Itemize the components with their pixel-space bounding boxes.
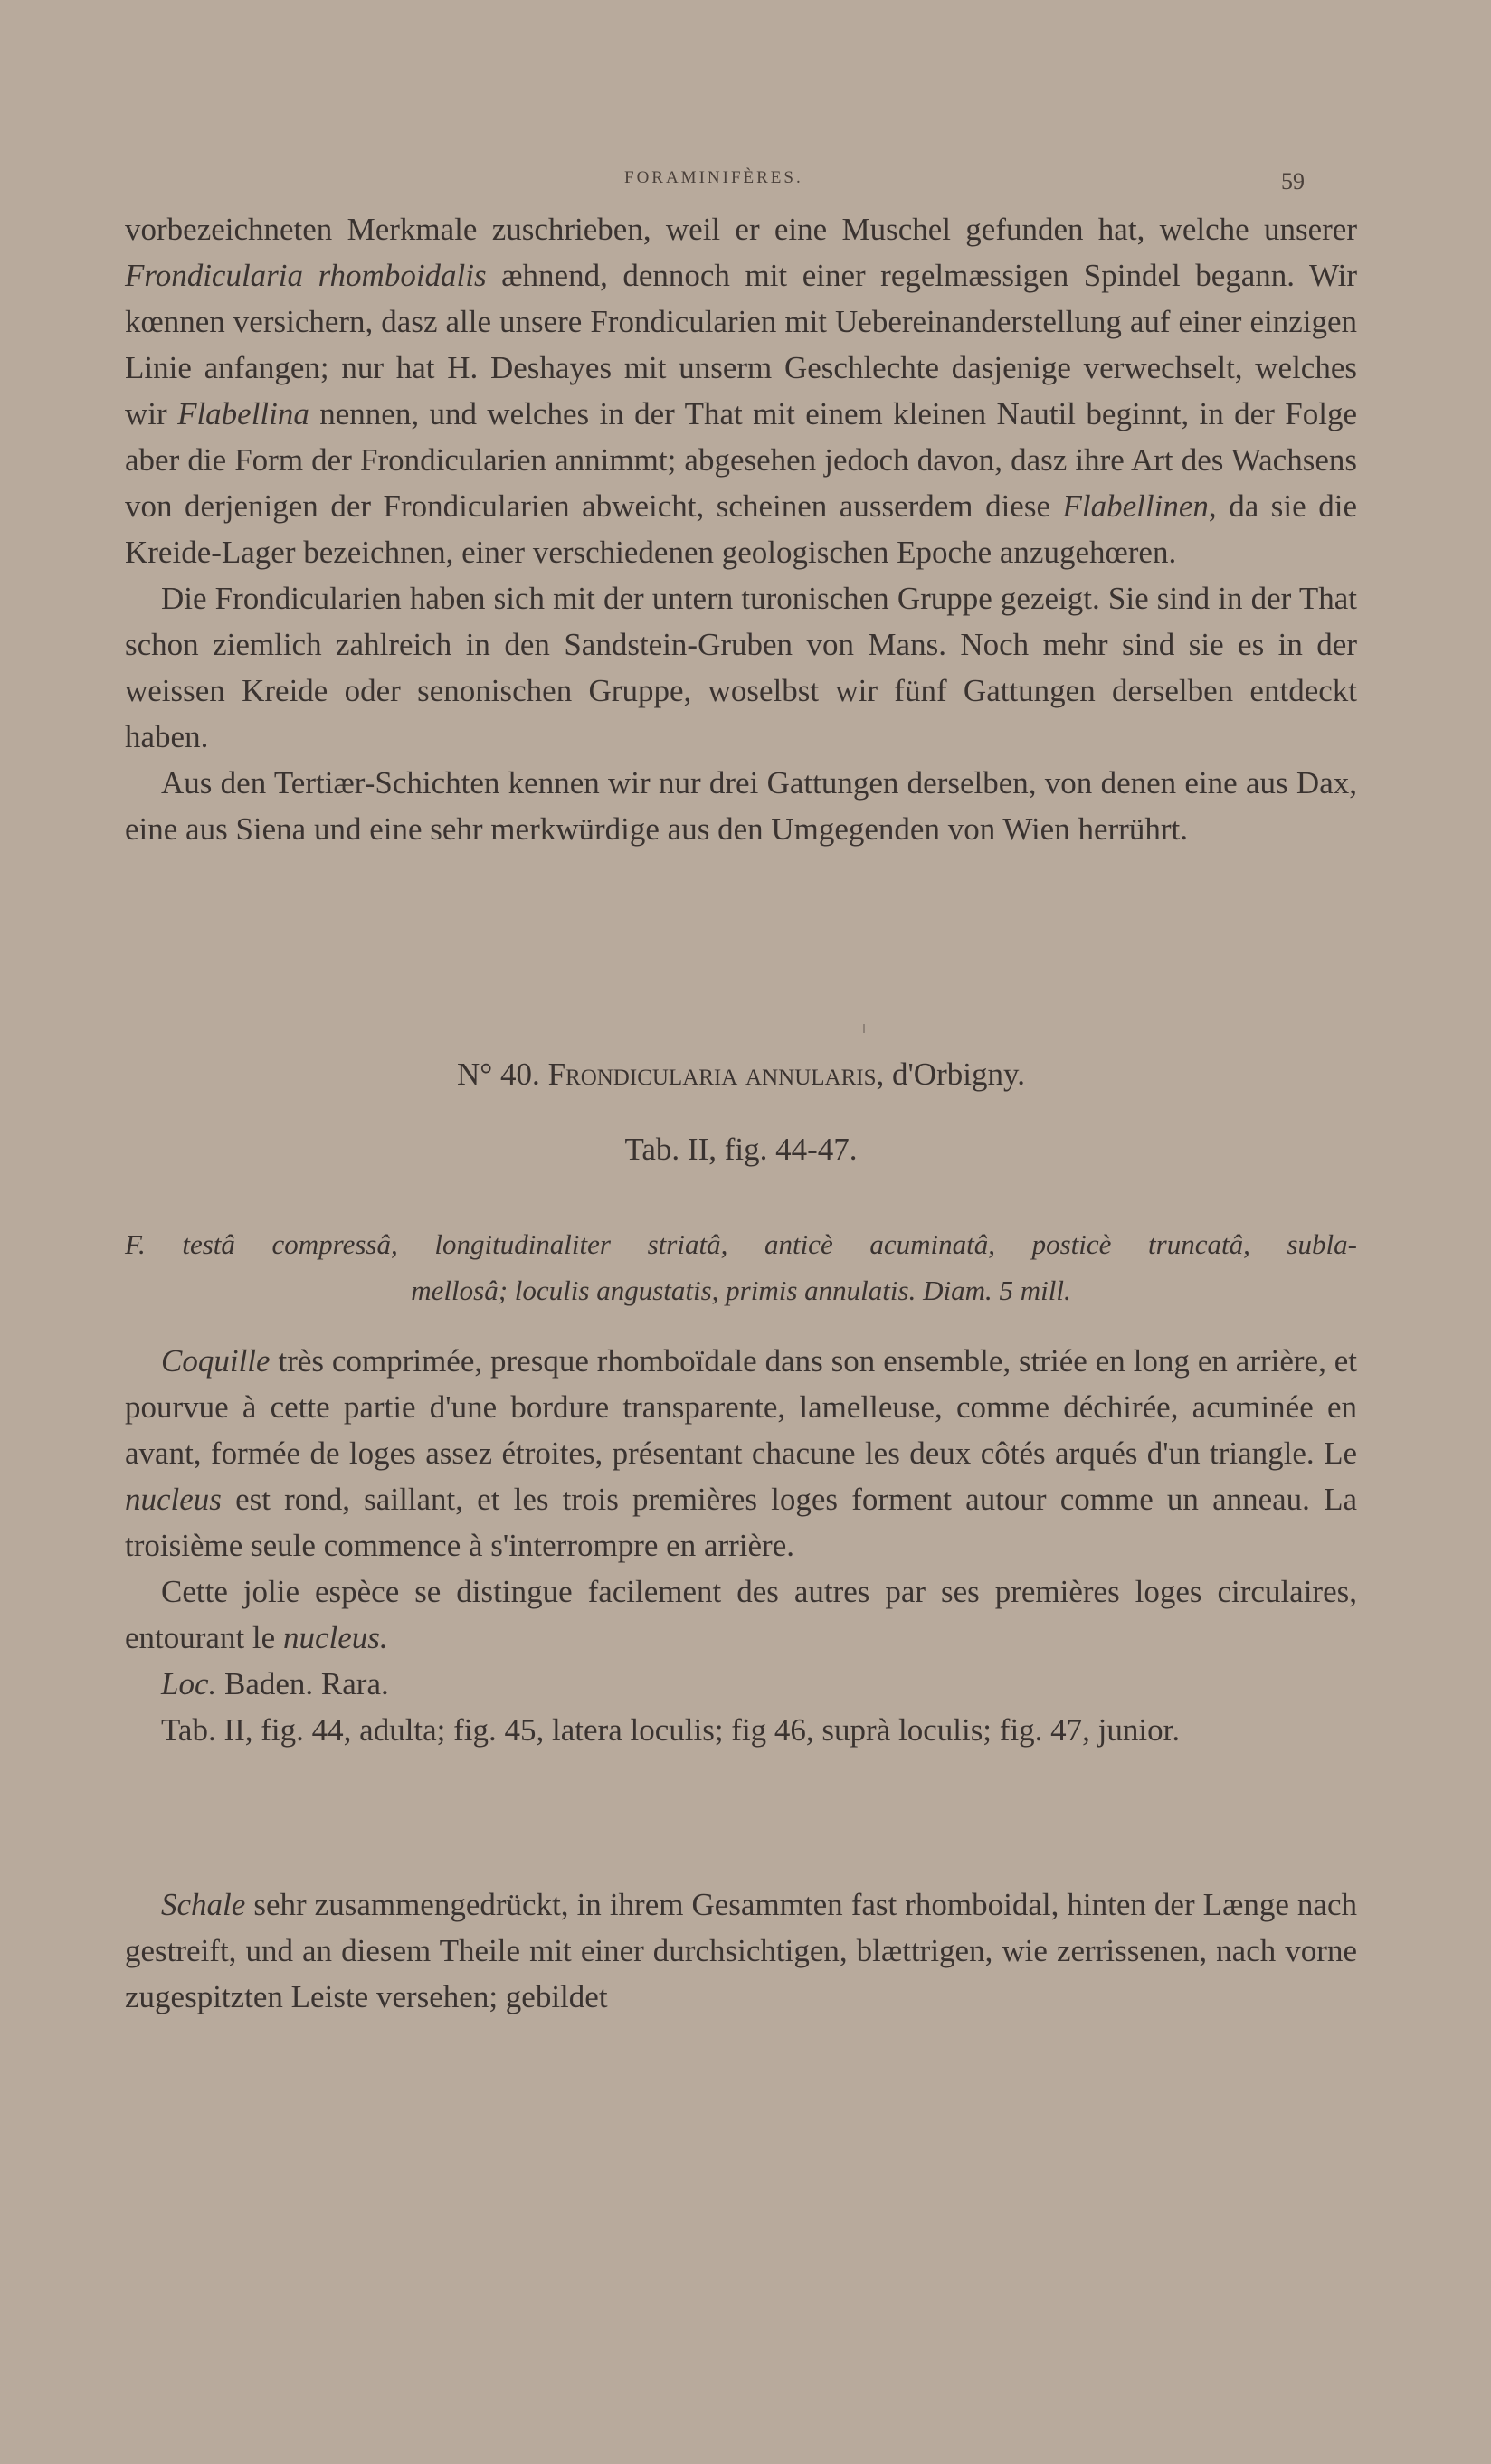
german-description xyxy=(125,1881,1357,2020)
diagnosis-line-2: mellosâ; loculis angustatis, primis annulatis. Diam. 5 mill. xyxy=(411,1275,1071,1306)
species-number: N° 40. xyxy=(457,1057,540,1092)
taxon-name: Frondicularia rhomboidalis xyxy=(125,258,487,293)
german-description-paragraph: Schale sehr zusammengedrückt, in ihrem Gesammten fast rhomboidal, hinten der Længe nach gestreift, und an diesem Theile mit einer durchsichtigen, blættrigen, wie zerrissenen, nach vorne zugespitzten Leiste versehen; gebildet xyxy=(125,1887,1357,2014)
german-intro xyxy=(125,206,1357,852)
page-mark xyxy=(863,1024,865,1033)
species-author: , d'Orbigny. xyxy=(876,1057,1025,1092)
german-intro-paragraph-3: Aus den Tertiær-Schichten kennen wir nur drei Gattungen derselben, von denen eine aus Dax, eine aus Siena und eine sehr merkwürdige aus den Umgegenden von Wien herrührt. xyxy=(125,765,1357,847)
german-intro-paragraph-1: vorbezeichneten Merkmale zuschrieben, weil er eine Muschel gefunden hat, welche unserer Frondicularia rhomboidalis æhnend, dennoch mit einer regelmæssigen Spindel begann. Wir kœnnen versichern, dasz alle unsere Frondicularien mit Uebereinanderstellung auf einer einzigen Linie anfangen; nur hat H. Deshayes mit unserm Geschlechte dasjenige verwechselt, welches wir Flabellina nennen, und welches in der That mit einem kleinen Nautil beginnt, in der Folge aber die Form der Frondicularien annimmt; abgesehen jedoch davon, dasz ihre Art des Wachsens von derjenigen der Frondicularien abweicht, scheinen ausserdem diese Flabellinen, da sie die Kreide-Lager bezeichnen, einer verschiedenen geologischen Epoche anzugehœren. xyxy=(125,212,1358,570)
french-paragraph-2: Cette jolie espèce se distingue facilement des autres par ses premières loges circulaires, entourant le nucleus. xyxy=(125,1574,1357,1655)
french-paragraph-1: Coquille très comprimée, presque rhomboïdale dans son ensemble, striée en long en arrière, et pourvue à cette partie d'une bordure transparente, lamelleuse, comme déchirée, acuminée en avant, formée de loges assez étroites, présentant chacune les deux côtés arqués d'un triangle. Le nucleus est rond, saillant, et les trois premières loges forment autour comme un anneau. La troisième seule commence à s'interrompre en arrière. xyxy=(125,1343,1357,1563)
taxon-name: Flabellinen xyxy=(1062,488,1209,524)
german-intro-paragraph-2: Die Frondicularien haben sich mit der untern turonischen Gruppe gezeigt. Sie sind in der That schon ziemlich zahlreich in den Sandstein-Gruben von Mans. Noch mehr sind sie es in der weissen Kreide oder senonischen Gruppe, woselbst wir fünf Gattungen derselben entdeckt haben. xyxy=(125,581,1357,754)
taxon-name: Flabellina xyxy=(177,396,309,431)
latin-diagnosis xyxy=(125,1221,1357,1313)
running-title: FORAMINIFÈRES. xyxy=(624,168,803,187)
figure-list-paragraph: Tab. II, fig. 44, adulta; fig. 45, latera loculis; fig 46, suprà loculis; fig. 47, junior. xyxy=(161,1712,1181,1748)
diagnosis-line-1: F. testâ compressâ, longitudinaliter striatâ, anticè acuminatâ, posticè truncatâ, subla- xyxy=(125,1228,1357,1260)
plate-reference: Tab. II, fig. 44-47. xyxy=(624,1132,858,1167)
page-number: 59 xyxy=(1281,168,1305,194)
locality-paragraph: Loc. Baden. Rara. xyxy=(161,1666,389,1701)
species-name: Frondicularia annularis xyxy=(547,1057,877,1092)
french-description xyxy=(125,1338,1357,1753)
species-heading xyxy=(125,1057,1357,1093)
